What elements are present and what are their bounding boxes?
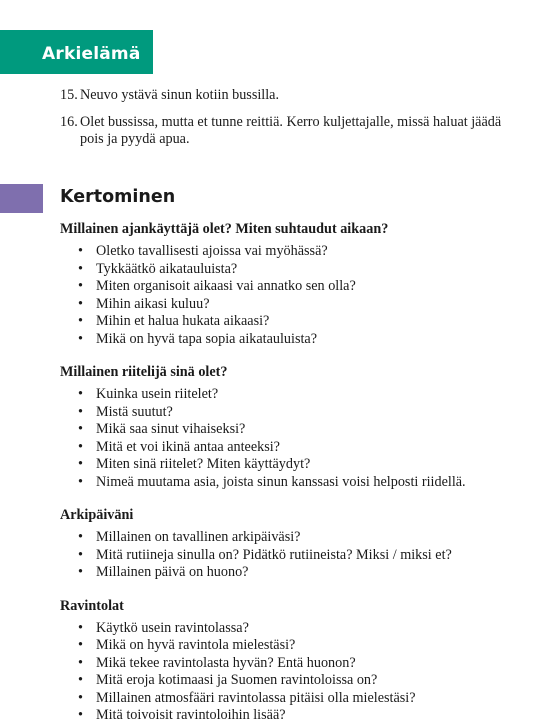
list-item: • Mihin aikasi kuluu?: [78, 295, 210, 312]
list-item: • Miten organisoit aikaasi vai annatko sen olla?: [78, 278, 356, 294]
question-heading: Millainen ajankäyttäjä olet? Miten suhtaudut aikaan?: [60, 221, 389, 237]
bullet-icon: •: [78, 672, 83, 688]
numbered-item: [60, 114, 520, 149]
list-item: • Mitä et voi ikinä antaa anteeksi?: [78, 438, 280, 455]
bullet-icon: •: [78, 243, 83, 259]
bullet-icon: •: [78, 707, 83, 723]
item-text: Olet bussissa, mutta et tunne reittiä. Kerro kuljettajalle, missä haluat jäädä pois ja pyydä apua.: [80, 113, 502, 147]
bullet-icon: •: [78, 456, 83, 472]
bullet-icon: •: [78, 564, 83, 580]
chapter-title: Arkielämä: [42, 44, 141, 64]
question-heading: Arkipäiväni: [60, 507, 134, 523]
list-item: • Mikä on hyvä tapa sopia aikatauluista?: [78, 330, 318, 347]
list-item: • Mistä suutut?: [78, 403, 173, 420]
bullet-list: [60, 620, 540, 723]
list-item: • Mitä toivoisit ravintoloihin lisää?: [78, 707, 286, 723]
list-item: • Millainen atmosfääri ravintolassa pitäisi olla mielestäsi?: [78, 689, 416, 706]
bullet-icon: •: [78, 473, 83, 490]
bullet-icon: •: [78, 529, 83, 545]
item-number: 15.: [60, 87, 78, 103]
numbered-item: [60, 87, 520, 105]
bullet-icon: •: [78, 330, 83, 347]
bullet-icon: •: [78, 260, 83, 277]
bullet-icon: •: [78, 295, 83, 312]
item-text: Neuvo ystävä sinun kotiin bussilla.: [80, 87, 280, 103]
question-block: [60, 220, 540, 348]
list-item: • Mikä on hyvä ravintola mielestäsi?: [78, 637, 296, 653]
content: [60, 220, 540, 723]
question-block: [60, 597, 540, 723]
list-item: • Mitä eroja kotimaasi ja Suomen ravintoloissa on?: [78, 672, 378, 688]
list-item: • Miten sinä riitelet? Miten käyttäydyt?: [78, 456, 311, 472]
bullet-icon: •: [78, 313, 83, 329]
question-block: [60, 506, 540, 582]
question-heading: Ravintolat: [60, 597, 124, 614]
bullet-list: [60, 386, 540, 491]
bullet-list: [60, 243, 540, 348]
question-heading: Millainen riitelijä sinä olet?: [60, 364, 228, 380]
list-item: • Mikä tekee ravintolasta hyvän? Entä huonon?: [78, 654, 356, 671]
section-marker: [0, 184, 43, 213]
chapter-tab: [0, 30, 153, 74]
bullet-icon: •: [78, 637, 83, 653]
bullet-icon: •: [78, 619, 83, 636]
list-item: • Oletko tavallisesti ajoissa vai myöhässä?: [78, 243, 328, 259]
section-title: Kertominen: [60, 187, 176, 207]
item-number: 16.: [60, 113, 78, 130]
bullet-icon: •: [78, 654, 83, 671]
question-block: [60, 363, 540, 491]
list-item: • Mikä saa sinut vihaiseksi?: [78, 421, 246, 437]
list-item: • Käytkö usein ravintolassa?: [78, 619, 249, 636]
list-item: • Millainen päivä on huono?: [78, 564, 249, 580]
bullet-icon: •: [78, 386, 83, 402]
list-item: • Tykkäätkö aikatauluista?: [78, 260, 238, 277]
list-item: • Mihin et halua hukata aikaasi?: [78, 313, 270, 329]
bullet-icon: •: [78, 546, 83, 563]
bullet-icon: •: [78, 438, 83, 455]
bullet-list: [60, 529, 540, 582]
numbered-list: [60, 87, 520, 158]
bullet-icon: •: [78, 403, 83, 420]
bullet-icon: •: [78, 421, 83, 437]
bullet-icon: •: [78, 278, 83, 294]
bullet-icon: •: [78, 689, 83, 706]
list-item: • Nimeä muutama asia, joista sinun kanssasi voisi helposti riidellä.: [78, 473, 466, 490]
list-item: • Millainen on tavallinen arkipäiväsi?: [78, 529, 301, 545]
list-item: • Kuinka usein riitelet?: [78, 386, 219, 402]
list-item: • Mitä rutiineja sinulla on? Pidätkö rutiineista? Miksi / miksi et?: [78, 546, 452, 563]
